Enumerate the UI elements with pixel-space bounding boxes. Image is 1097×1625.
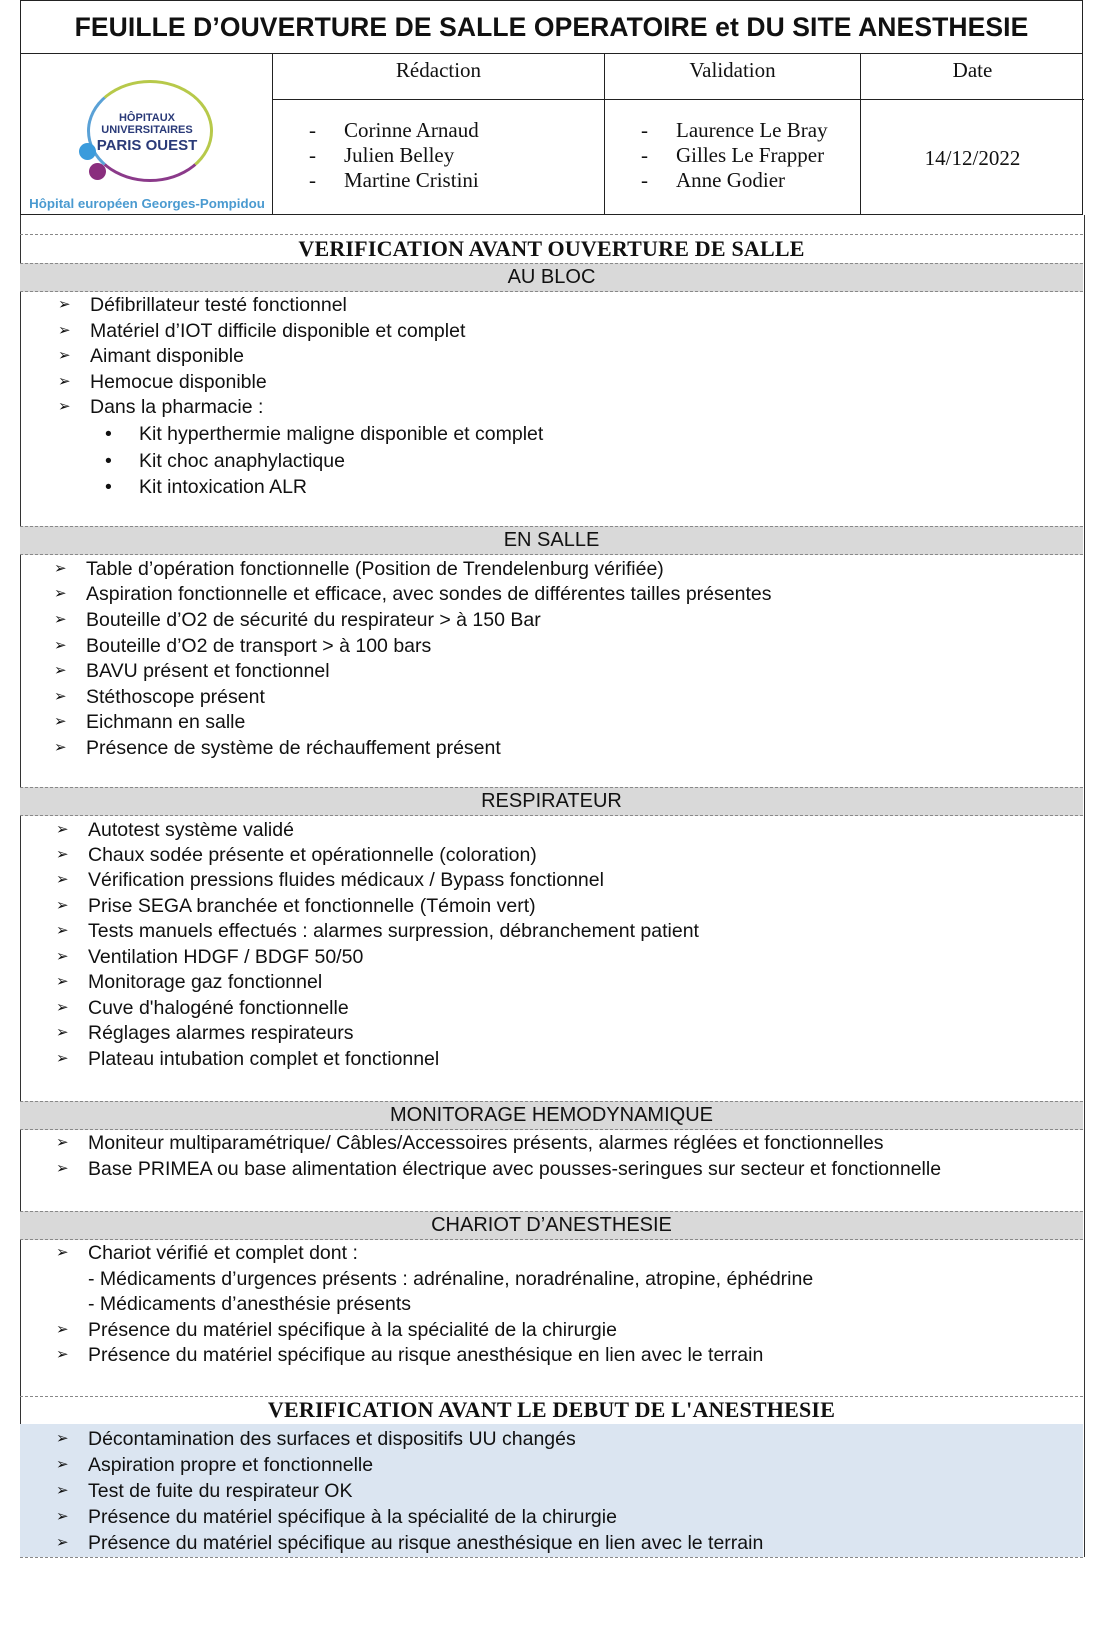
list-item-text: Base PRIMEA ou base alimentation électrique avec pousses-seringues sur secteur et fonctionnelle (88, 1158, 942, 1180)
list-item-text: Aimant disponible (90, 345, 244, 367)
redaction-name: Martine Cristini (344, 168, 479, 192)
logo-line1: HÔPITAUX (118, 112, 176, 124)
hospital-logo (21, 54, 273, 214)
arrow-bullet-icon: ➢ (56, 821, 69, 838)
arrow-bullet-icon: ➢ (54, 713, 67, 730)
arrow-bullet-icon: ➢ (54, 739, 67, 756)
list-item-text: Monitorage gaz fonctionnel (88, 971, 323, 993)
logo-line2: UNIVERSITAIRES (101, 124, 193, 136)
arrow-bullet-icon: ➢ (54, 688, 67, 705)
arrow-bullet-icon: ➢ (56, 1508, 69, 1525)
arrow-bullet-icon: ➢ (54, 585, 67, 602)
arrow-bullet-icon: ➢ (56, 871, 69, 888)
arrow-bullet-icon: ➢ (56, 1482, 69, 1499)
arrow-bullet-icon: ➢ (56, 1430, 69, 1447)
logo-blue-dot-icon (79, 143, 96, 160)
arrow-bullet-icon: ➢ (56, 922, 69, 939)
arrow-bullet-icon: ➢ (56, 1134, 69, 1151)
list-item-text: BAVU présent et fonctionnel (86, 660, 330, 682)
list-item-text: Présence du matériel spécifique à la spécialité de la chirurgie (88, 1506, 617, 1528)
validation-name: Gilles Le Frapper (676, 143, 825, 167)
arrow-bullet-icon: ➢ (58, 398, 71, 415)
verif-anesth-title: VERIFICATION AVANT LE DEBUT DE L'ANESTHESIE (267, 1397, 836, 1422)
list-item-text: Présence du matériel spécifique au risque anesthésique en lien avec le terrain (88, 1532, 764, 1554)
list-item-text: Présence de système de réchauffement présent (86, 737, 501, 759)
sub-list-item: - Médicaments d’urgences présents : adrénaline, noradrénaline, atropine, éphédrine (88, 1268, 814, 1290)
date-cell (860, 54, 1084, 214)
logo-cell (21, 54, 273, 214)
arrow-bullet-icon: ➢ (54, 662, 67, 679)
list-item-text: Cuve d'halogéné fonctionnelle (88, 997, 349, 1019)
verif-salle-title: VERIFICATION AVANT OUVERTURE DE SALLE (298, 236, 805, 261)
section-band-monitorage: MONITORAGE HEMODYNAMIQUE (20, 1101, 1083, 1130)
arrow-bullet-icon: ➢ (56, 948, 69, 965)
list-item-text: Décontamination des surfaces et dispositifs UU changés (88, 1428, 576, 1450)
arrow-bullet-icon: ➢ (56, 973, 69, 990)
header-table (20, 54, 1083, 215)
logo-line3: PARIS OUEST (96, 137, 198, 154)
list-item-text: Aspiration fonctionnelle et efficace, avec sondes de différentes tailles présentes (86, 583, 772, 605)
arrow-bullet-icon: ➢ (54, 637, 67, 654)
arrow-bullet-icon: ➢ (56, 999, 69, 1016)
redaction-name: Corinne Arnaud (344, 118, 479, 142)
list-item-text: Stéthoscope présent (86, 686, 265, 708)
list-item-text: Chariot vérifié et complet dont : (88, 1242, 358, 1264)
arrow-bullet-icon: ➢ (56, 1346, 69, 1363)
list-item-text: Kit intoxication ALR (139, 476, 308, 498)
list-item-text: Dans la pharmacie : (90, 396, 264, 418)
arrow-bullet-icon: ➢ (56, 846, 69, 863)
section-band-respirateur: RESPIRATEUR (20, 787, 1083, 816)
arrow-bullet-icon: ➢ (56, 1456, 69, 1473)
validation-names (605, 118, 860, 193)
dot-bullet-icon: • (105, 423, 112, 445)
validation-header: Validation (605, 54, 860, 100)
arrow-bullet-icon: ➢ (56, 1534, 69, 1551)
list-item-text: Présence du matériel spécifique au risque anesthésique en lien avec le terrain (88, 1344, 764, 1366)
list-item-text: Défibrillateur testé fonctionnel (90, 294, 347, 316)
list-item-text: Aspiration propre et fonctionnelle (88, 1454, 374, 1476)
list-item-text: Plateau intubation complet et fonctionnel (88, 1048, 440, 1070)
document-title: FEUILLE D’OUVERTURE DE SALLE OPERATOIRE et DU SITE ANESTHESIE (20, 0, 1083, 54)
arrow-bullet-icon: ➢ (58, 322, 71, 339)
arrow-bullet-icon: ➢ (58, 347, 71, 364)
arrow-bullet-icon: ➢ (56, 1321, 69, 1338)
section-band-en-salle: EN SALLE (20, 526, 1083, 555)
redaction-header: Rédaction (273, 54, 604, 100)
sub-list-item: - Médicaments d’anesthésie présents (88, 1293, 411, 1315)
date-value: 14/12/2022 (924, 146, 1021, 170)
list-item-text: Tests manuels effectués : alarmes surpression, débranchement patient (88, 920, 699, 942)
list-item-text: Hemocue disponible (90, 371, 267, 393)
arrow-bullet-icon: ➢ (54, 560, 67, 577)
arrow-bullet-icon: ➢ (58, 373, 71, 390)
list-item-text: Kit choc anaphylactique (139, 450, 345, 472)
list-item-text: Autotest système validé (88, 819, 294, 841)
divider (20, 1557, 1083, 1558)
list-item-text: Bouteille d’O2 de transport > à 100 bars (86, 635, 432, 657)
section-band-au-bloc: AU BLOC (20, 263, 1083, 292)
divider (20, 234, 1083, 235)
arrow-bullet-icon: ➢ (56, 1160, 69, 1177)
list-item-text: Table d’opération fonctionnelle (Position de Trendelenburg vérifiée) (86, 558, 664, 580)
arrow-bullet-icon: ➢ (56, 897, 69, 914)
arrow-bullet-icon: ➢ (56, 1244, 69, 1261)
dot-bullet-icon: • (105, 450, 112, 472)
document-page (20, 0, 1085, 1620)
list-item-text: Moniteur multiparamétrique/ Câbles/Accessoires présents, alarmes réglées et fonctionnelles (88, 1132, 884, 1154)
logo-hospital-name: Hôpital européen Georges-Pompidou (29, 196, 265, 211)
arrow-bullet-icon: ➢ (58, 296, 71, 313)
logo-purple-dot-icon (89, 163, 106, 180)
list-item-text: Eichmann en salle (86, 711, 246, 733)
list-item-text: Kit hyperthermie maligne disponible et complet (139, 423, 544, 445)
list-item-text: Réglages alarmes respirateurs (88, 1022, 354, 1044)
list-item-text: Vérification pressions fluides médicaux / Bypass fonctionnel (88, 869, 604, 891)
list-item-text: Matériel d’IOT difficile disponible et complet (90, 320, 466, 342)
arrow-bullet-icon: ➢ (56, 1050, 69, 1067)
arrow-bullet-icon: ➢ (54, 611, 67, 628)
list-item-text: Chaux sodée présente et opérationnelle (coloration) (88, 844, 537, 866)
redaction-names (273, 118, 604, 193)
dot-bullet-icon: • (105, 476, 112, 498)
validation-cell (604, 54, 860, 214)
validation-name: Laurence Le Bray (676, 118, 828, 142)
date-header: Date (861, 54, 1084, 100)
list-item-text: Prise SEGA branchée et fonctionnelle (Témoin vert) (88, 895, 536, 917)
arrow-bullet-icon: ➢ (56, 1024, 69, 1041)
list-item-text: Test de fuite du respirateur OK (88, 1480, 353, 1502)
list-item-text: Présence du matériel spécifique à la spécialité de la chirurgie (88, 1319, 617, 1341)
redaction-name: Julien Belley (344, 143, 455, 167)
validation-name: Anne Godier (676, 168, 786, 192)
list-item-text: Ventilation HDGF / BDGF 50/50 (88, 946, 364, 968)
list-item-text: Bouteille d’O2 de sécurité du respirateur > à 150 Bar (86, 609, 541, 631)
section-band-chariot: CHARIOT D’ANESTHESIE (20, 1211, 1083, 1240)
redaction-cell (272, 54, 604, 214)
